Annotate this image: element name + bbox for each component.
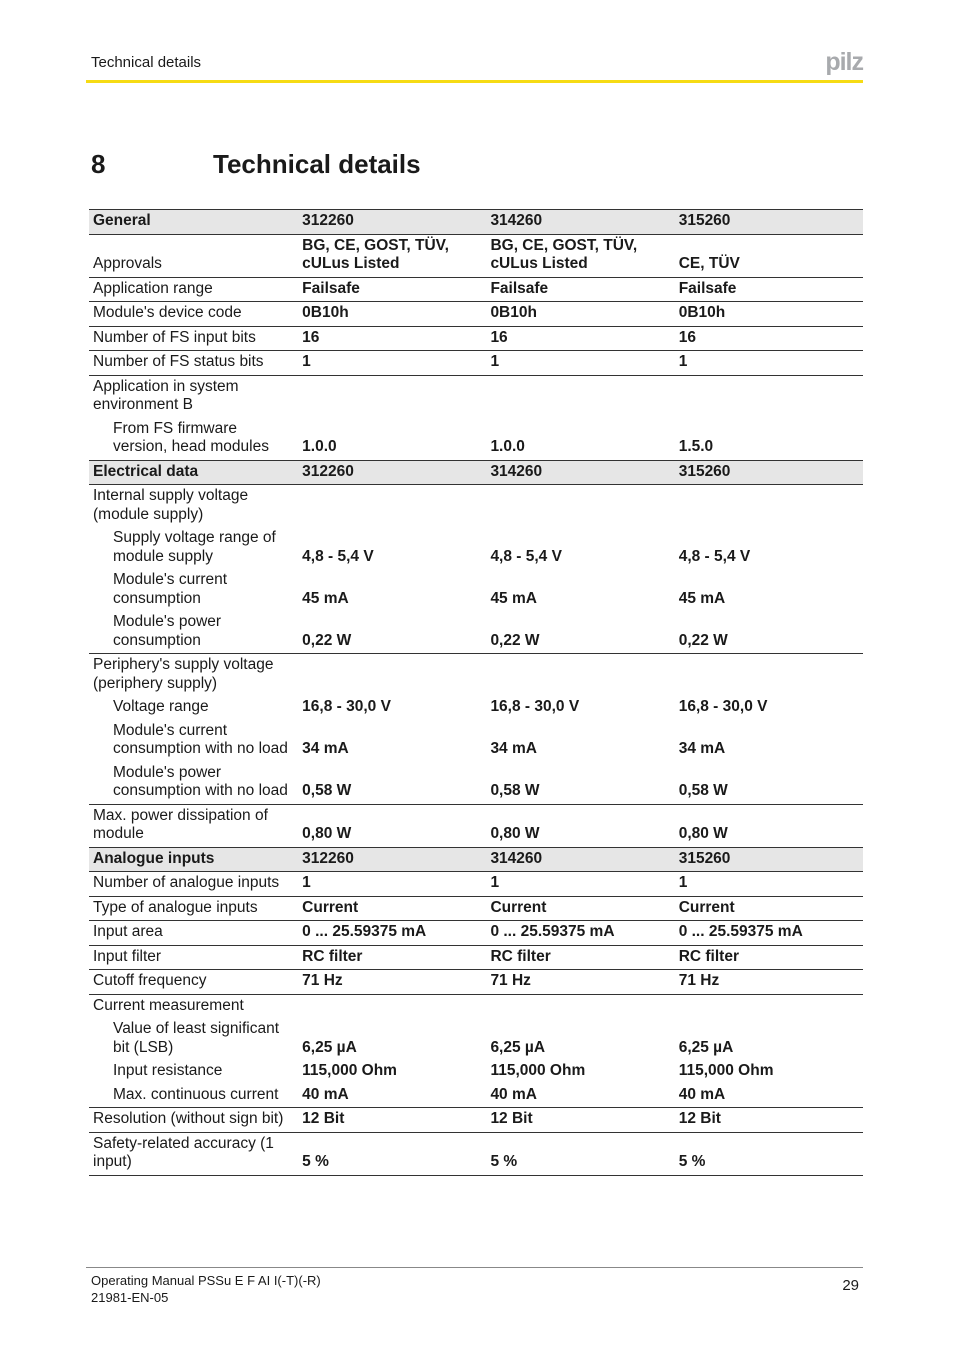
value-cell: 4,8 - 5,4 V [678, 547, 751, 565]
parameter-cell: Resolution (without sign bit) [89, 1108, 298, 1133]
parameter-cell: Input resistance [113, 1062, 223, 1079]
parameter-cell: Internal supply voltage (module supply) [93, 487, 249, 523]
value-cell: 5 % [486, 1132, 674, 1175]
value-cell: 71 Hz [486, 970, 674, 995]
value-cell: 0,22 W [675, 611, 863, 654]
value-cell: 312260 [298, 460, 486, 485]
value-cell: 6,25 µA [302, 1038, 357, 1056]
table-row [89, 696, 863, 720]
value-cell [486, 994, 674, 1018]
chapter-number: 8 [91, 149, 106, 179]
value-cell: 4,8 - 5,4 V [302, 547, 374, 565]
value-cell: 314260 [486, 460, 674, 485]
value-cell: BG, CE, GOST, TÜV, cULus Listed [486, 234, 674, 277]
parameter-cell: Input area [89, 921, 298, 946]
value-cell [675, 375, 863, 418]
table-row [89, 1018, 863, 1060]
value-cell: 315260 [675, 210, 863, 235]
table-row [89, 277, 863, 302]
value-cell: 12 Bit [486, 1108, 674, 1133]
value-cell: 4,8 - 5,4 V [490, 547, 562, 565]
value-cell: 1 [675, 351, 863, 376]
value-cell: 16,8 - 30,0 V [302, 698, 391, 715]
value-cell: 71 Hz [298, 970, 486, 995]
value-cell [298, 994, 486, 1018]
value-cell: 40 mA [675, 1084, 863, 1108]
parameter-cell: Current measurement [93, 996, 244, 1014]
value-cell: 1 [486, 351, 674, 376]
value-cell: Failsafe [486, 277, 674, 302]
parameter-cell: Number of FS status bits [89, 351, 298, 376]
value-cell: 16,8 - 30,0 V [678, 698, 768, 715]
parameter-cell: Safety-related accuracy (1 input) [89, 1132, 298, 1175]
value-cell: 0,80 W [298, 804, 486, 847]
value-cell: 45 mA [678, 589, 726, 607]
table-row [89, 896, 863, 921]
value-cell: 34 mA [490, 740, 537, 757]
value-cell: 0B10h [486, 302, 674, 327]
section-header-row [89, 847, 863, 872]
table-row [89, 1060, 863, 1084]
value-cell: 40 mA [486, 1084, 674, 1108]
table-row [89, 375, 863, 418]
value-cell: 0,58 W [486, 762, 674, 805]
table-row [89, 302, 863, 327]
technical-details-table [89, 209, 863, 1176]
table-row [89, 234, 863, 277]
parameter-cell: Supply voltage range of module supply [113, 529, 276, 565]
value-cell: Current [486, 896, 674, 921]
value-cell: Failsafe [298, 277, 486, 302]
parameter-cell: Electrical data [89, 460, 298, 485]
manual-title: Operating Manual PSSu E F AI I(-T)(-R) [91, 1273, 321, 1288]
value-cell: 1 [298, 872, 486, 897]
document-number: 21981-EN-05 [91, 1290, 169, 1305]
value-cell: 0,80 W [486, 804, 674, 847]
parameter-cell: Module's current consumption with no load [113, 721, 288, 757]
value-cell: 1.5.0 [675, 418, 863, 461]
value-cell: BG, CE, GOST, TÜV, cULus Listed [298, 234, 486, 277]
table-row [89, 1108, 863, 1133]
value-cell: 0,58 W [675, 762, 863, 805]
value-cell [298, 654, 486, 697]
parameter-cell: Max. power dissipation of module [89, 804, 298, 847]
value-cell [298, 375, 486, 418]
value-cell: Failsafe [675, 277, 863, 302]
parameter-cell: Module's power consumption [89, 611, 298, 654]
table-row [89, 872, 863, 897]
footer-info [91, 1272, 321, 1306]
table-row [89, 804, 863, 847]
table-row [89, 611, 863, 654]
value-cell: 0B10h [298, 302, 486, 327]
parameter-cell: Module's device code [89, 302, 298, 327]
value-cell: 45 mA [490, 589, 537, 607]
parameter-cell: Value of least significant bit (LSB) [113, 1020, 280, 1056]
value-cell: 45 mA [302, 589, 349, 607]
parameter-cell: Number of FS input bits [89, 326, 298, 351]
value-cell: CE, TÜV [675, 234, 863, 277]
chapter-title: Technical details [213, 149, 421, 179]
table-row [89, 1132, 863, 1175]
parameter-cell: Number of analogue inputs [89, 872, 298, 897]
value-cell: 40 mA [298, 1084, 486, 1108]
value-cell: 16 [675, 326, 863, 351]
value-cell [298, 485, 486, 528]
parameter-cell: Max. continuous current [89, 1084, 298, 1108]
parameter-cell: Periphery's supply voltage (periphery supply) [93, 656, 274, 692]
table-row [89, 945, 863, 970]
value-cell: RC filter [298, 945, 486, 970]
value-cell: 315260 [675, 847, 863, 872]
table-row [89, 921, 863, 946]
table-row [89, 569, 863, 611]
value-cell: 0 ... 25.59375 mA [298, 921, 486, 946]
value-cell: 115,000 Ohm [302, 1062, 397, 1079]
value-cell [675, 654, 863, 697]
parameter-cell: Voltage range [113, 698, 209, 715]
running-header: Technical details [91, 54, 202, 71]
parameter-cell: Cutoff frequency [89, 970, 298, 995]
value-cell: Current [298, 896, 486, 921]
value-cell: 1 [298, 351, 486, 376]
value-cell: 6,25 µA [678, 1038, 734, 1056]
value-cell: 71 Hz [675, 970, 863, 995]
table-row [89, 326, 863, 351]
table-row [89, 351, 863, 376]
table-row [89, 720, 863, 762]
value-cell: 16 [486, 326, 674, 351]
value-cell: Current [675, 896, 863, 921]
value-cell: 0,22 W [486, 611, 674, 654]
section-header-row [89, 460, 863, 485]
value-cell: 34 mA [678, 740, 726, 757]
pilz-logo: pilz [825, 48, 863, 76]
value-cell: 1 [675, 872, 863, 897]
parameter-cell: Type of analogue inputs [89, 896, 298, 921]
value-cell: 34 mA [302, 740, 349, 757]
value-cell: 16 [298, 326, 486, 351]
table-row [89, 654, 863, 697]
parameter-cell: Analogue inputs [89, 847, 298, 872]
value-cell: 312260 [298, 210, 486, 235]
value-cell: 6,25 µA [490, 1038, 546, 1056]
value-cell: RC filter [486, 945, 674, 970]
value-cell [486, 654, 674, 697]
value-cell: RC filter [675, 945, 863, 970]
value-cell: 314260 [486, 847, 674, 872]
value-cell: 0 ... 25.59375 mA [675, 921, 863, 946]
value-cell: 0,22 W [298, 611, 486, 654]
value-cell: 12 Bit [675, 1108, 863, 1133]
value-cell: 0B10h [675, 302, 863, 327]
parameter-cell: From FS firmware version, head modules [89, 418, 298, 461]
table-row [89, 527, 863, 569]
value-cell [675, 485, 863, 528]
table-row [89, 485, 863, 528]
parameter-cell: Approvals [89, 234, 298, 277]
value-cell [675, 994, 863, 1018]
value-cell: 12 Bit [298, 1108, 486, 1133]
table-row [89, 970, 863, 995]
table-row [89, 994, 863, 1018]
value-cell: 312260 [298, 847, 486, 872]
parameter-cell: Application range [89, 277, 298, 302]
value-cell: 0 ... 25.59375 mA [486, 921, 674, 946]
value-cell: 0,80 W [675, 804, 863, 847]
section-header-row [89, 210, 863, 235]
header-rule [86, 80, 863, 83]
value-cell: 315260 [675, 460, 863, 485]
value-cell: 16,8 - 30,0 V [490, 698, 580, 715]
parameter-cell: Module's current consumption [113, 571, 228, 607]
value-cell: 115,000 Ohm [490, 1062, 586, 1079]
value-cell: 5 % [675, 1132, 863, 1175]
table-row [89, 1084, 863, 1108]
table-row [89, 762, 863, 805]
parameter-cell: Application in system environment B [93, 377, 239, 413]
value-cell: 1.0.0 [486, 418, 674, 461]
parameter-cell: Input filter [89, 945, 298, 970]
table-row [89, 418, 863, 461]
value-cell: 115,000 Ohm [678, 1062, 774, 1079]
parameter-cell: General [89, 210, 298, 235]
value-cell: 314260 [486, 210, 674, 235]
parameter-cell: Module's power consumption with no load [89, 762, 298, 805]
page-number: 29 [842, 1277, 859, 1294]
value-cell: 0,58 W [298, 762, 486, 805]
value-cell: 5 % [298, 1132, 486, 1175]
value-cell: 1 [486, 872, 674, 897]
value-cell [486, 375, 674, 418]
value-cell [486, 485, 674, 528]
footer-rule [86, 1267, 863, 1268]
value-cell: 1.0.0 [298, 418, 486, 461]
